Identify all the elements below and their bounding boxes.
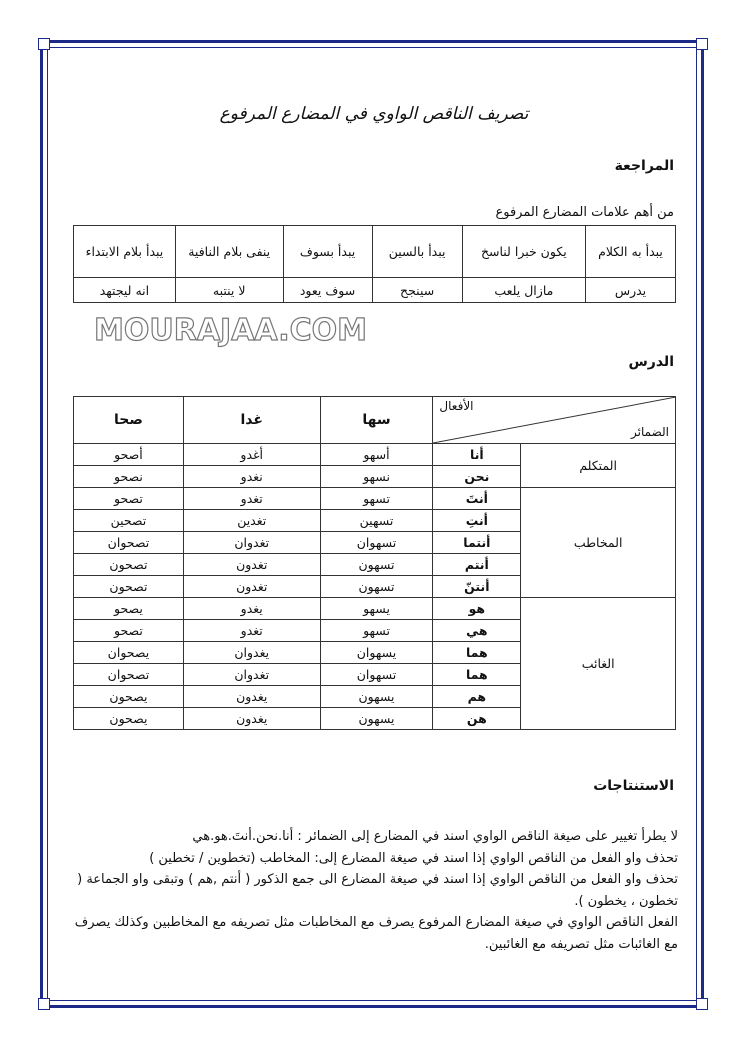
pronoun-cell: أنتم bbox=[433, 554, 521, 576]
review-example-cell: انه ليجتهد bbox=[74, 278, 176, 303]
verb-form-cell: يغدوان bbox=[183, 642, 320, 664]
pronoun-cell: هما bbox=[433, 642, 521, 664]
verb-form-cell: تصحون bbox=[74, 576, 184, 598]
pronoun-cell: هن bbox=[433, 708, 521, 730]
corner-ornament bbox=[696, 998, 708, 1010]
verb-form-cell: يصحو bbox=[74, 598, 184, 620]
table-row bbox=[74, 488, 676, 510]
table-row bbox=[74, 444, 676, 466]
review-header-cell: يبدأ بالسين bbox=[372, 226, 462, 278]
verb-form-cell: تغدوان bbox=[183, 664, 320, 686]
verb-form-cell: أسهو bbox=[320, 444, 433, 466]
review-intro: من أهم علامات المضارع المرفوع bbox=[495, 205, 674, 220]
pronouns-label: الضمائر bbox=[631, 425, 669, 439]
verb-form-cell: تصحوان bbox=[74, 664, 184, 686]
pronoun-cell: أنتَ bbox=[433, 488, 521, 510]
verb-form-cell: تسهو bbox=[320, 620, 433, 642]
lesson-heading: الدرس bbox=[628, 354, 674, 370]
verb-header: سها bbox=[320, 397, 433, 444]
verb-form-cell: أغدو bbox=[183, 444, 320, 466]
verb-header: غدا bbox=[183, 397, 320, 444]
review-header-cell: يبدأ به الكلام bbox=[586, 226, 676, 278]
review-example-cell: سينجح bbox=[372, 278, 462, 303]
verb-form-cell: يصحون bbox=[74, 686, 184, 708]
verb-form-cell: تغدو bbox=[183, 620, 320, 642]
verb-form-cell: يصحوان bbox=[74, 642, 184, 664]
verb-form-cell: تصحوان bbox=[74, 532, 184, 554]
corner-ornament bbox=[38, 38, 50, 50]
verb-form-cell: تغدين bbox=[183, 510, 320, 532]
pronoun-cell: أنتنّ bbox=[433, 576, 521, 598]
conclusion-line: لا يطرأ تغيير على صيغة الناقص الواوي اسند في المضارع إلى الضمائر : أنا.نحن.أنتَ.هو.هي bbox=[192, 829, 678, 844]
corner-header-cell bbox=[433, 397, 676, 444]
verb-form-cell: تسهين bbox=[320, 510, 433, 532]
verb-form-cell: تغدون bbox=[183, 576, 320, 598]
pronoun-cell: أنا bbox=[433, 444, 521, 466]
table-row bbox=[74, 598, 676, 620]
pronoun-cell: هي bbox=[433, 620, 521, 642]
conclusion-line: تحذف واو الفعل من الناقص الواوي إذا اسند في صيغة المضارع إلى: المخاطب (تخطوين / تخطين ) bbox=[149, 850, 678, 866]
verb-form-cell: تسهون bbox=[320, 554, 433, 576]
person-group-cell: المخاطب bbox=[521, 488, 676, 598]
verb-form-cell: تسهو bbox=[320, 488, 433, 510]
verb-form-cell: يسهون bbox=[320, 708, 433, 730]
pronoun-cell: هو bbox=[433, 598, 521, 620]
pronoun-cell: أنتِ bbox=[433, 510, 521, 532]
review-example-cell: مازال يلعب bbox=[462, 278, 585, 303]
verb-form-cell: تغدو bbox=[183, 488, 320, 510]
verb-form-cell: يصحون bbox=[74, 708, 184, 730]
verb-form-cell: يغدون bbox=[183, 686, 320, 708]
verb-form-cell: تسهوان bbox=[320, 532, 433, 554]
review-table bbox=[73, 225, 676, 303]
person-group-cell: الغائب bbox=[521, 598, 676, 730]
verb-form-cell: يسهوان bbox=[320, 642, 433, 664]
conjugation-table bbox=[73, 396, 676, 730]
conclusion-line: الفعل الناقص الواوي في صيغة المضارع المرفوع يصرف مع المخاطبات مثل تصريفه مع المخاطبين وكذلك يصرف مع الغائبات مثل تصريفه مع الغائبين. bbox=[74, 915, 678, 952]
verb-form-cell: تصحون bbox=[74, 554, 184, 576]
verb-header: صحا bbox=[74, 397, 184, 444]
review-header-cell: يبدأ بلام الابتداء bbox=[74, 226, 176, 278]
conclusions-heading: الاستنتاجات bbox=[593, 778, 674, 794]
person-group-cell: المتكلم bbox=[521, 444, 676, 488]
verb-form-cell: أصحو bbox=[74, 444, 184, 466]
corner-ornament bbox=[696, 38, 708, 50]
verb-form-cell: يغدو bbox=[183, 598, 320, 620]
verb-form-cell: يسهون bbox=[320, 686, 433, 708]
pronoun-cell: هم bbox=[433, 686, 521, 708]
conclusion-line: تحذف واو الفعل من الناقص الواوي إذا اسند في صيغة المضارع الى جمع الذكور ( أنتم ,هم ) وتبقى واو الجماعة ( تخطون ، يخطون ). bbox=[77, 872, 678, 909]
verb-form-cell: يسهو bbox=[320, 598, 433, 620]
verb-form-cell: تسهوان bbox=[320, 664, 433, 686]
verb-form-cell: تصحين bbox=[74, 510, 184, 532]
verb-form-cell: نصحو bbox=[74, 466, 184, 488]
watermark bbox=[90, 306, 410, 350]
verb-form-cell: تسهون bbox=[320, 576, 433, 598]
verb-form-cell: تغدون bbox=[183, 554, 320, 576]
verb-form-cell: نسهو bbox=[320, 466, 433, 488]
verb-form-cell: يغدون bbox=[183, 708, 320, 730]
verb-form-cell: تغدوان bbox=[183, 532, 320, 554]
page-title: تصريف الناقص الواوي في المضارع المرفوع bbox=[219, 104, 529, 124]
review-header-cell: يكون خبرا لناسخ bbox=[462, 226, 585, 278]
corner-ornament bbox=[38, 998, 50, 1010]
verb-form-cell: تصحو bbox=[74, 488, 184, 510]
watermark-text: MOURAJAA.COM bbox=[94, 313, 367, 348]
review-example-cell: سوف يعود bbox=[283, 278, 372, 303]
review-heading: المراجعة bbox=[614, 158, 674, 174]
verb-form-cell: نغدو bbox=[183, 466, 320, 488]
review-header-cell: يبدأ بسوف bbox=[283, 226, 372, 278]
pronoun-cell: هما bbox=[433, 664, 521, 686]
review-example-cell: يدرس bbox=[586, 278, 676, 303]
pronoun-cell: نحن bbox=[433, 466, 521, 488]
conclusions-text bbox=[68, 826, 678, 955]
review-example-cell: لا ينتبه bbox=[175, 278, 283, 303]
pronoun-cell: أنتما bbox=[433, 532, 521, 554]
verb-form-cell: تصحو bbox=[74, 620, 184, 642]
review-header-cell: ينفى بلام النافية bbox=[175, 226, 283, 278]
verbs-label: الأفعال bbox=[439, 399, 474, 413]
